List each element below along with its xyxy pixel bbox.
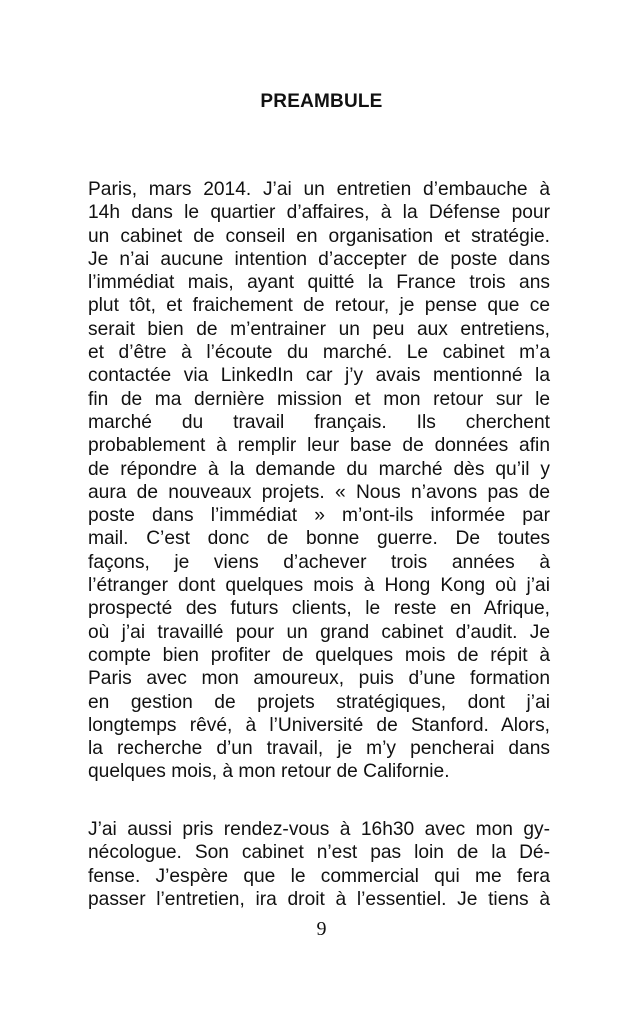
text-line: et d’être à l’écoute du marché. Le cabinet m’a <box>88 342 550 364</box>
text-line: un cabinet de conseil en organisation et stratégie. <box>88 225 550 247</box>
text-line: plut tôt, et fraichement de retour, je pense que ce <box>88 295 550 317</box>
text-line: l’immédiat mais, ayant quitté la France trois ans <box>88 272 550 294</box>
page-number: 9 <box>316 918 327 940</box>
text-line: passer l’entretien, ira droit à l’essentiel. Je tiens à <box>88 888 550 910</box>
text-line: Je n’ai aucune intention d’accepter de poste dans <box>88 248 550 270</box>
text-line: quelques mois, à mon retour de Californie. <box>88 761 450 783</box>
text-line: nécologue. Son cabinet n’est pas loin de la Dé- <box>88 842 550 864</box>
text-line: l’étranger dont quelques mois à Hong Kong où j’ai <box>88 575 550 597</box>
text-line: façons, je viens d’achever trois années à <box>88 551 550 573</box>
text-line: serait bien de m’entrainer un peu aux entretiens, <box>88 318 550 340</box>
text-line: probablement à remplir leur base de données afin <box>88 435 550 457</box>
paragraph-2 <box>88 818 550 911</box>
text-line: prospecté des futurs clients, le reste en Afrique, <box>88 598 550 620</box>
text-line: fense. J’espère que le commercial qui me fera <box>88 865 550 887</box>
text-line: la recherche d’un travail, je m’y pencherai dans <box>88 738 550 760</box>
paragraph-1 <box>88 178 550 784</box>
text-line: compte bien profiter de quelques mois de répit à <box>88 644 550 666</box>
text-line: où j’ai travaillé pour un grand cabinet d’audit. Je <box>88 621 550 643</box>
text-line: Paris, mars 2014. J’ai un entretien d’embauche à <box>88 179 550 200</box>
text-line: marché du travail français. Ils cherchent <box>88 411 550 433</box>
text-line: longtemps rêvé, à l’Université de Stanford. Alors, <box>88 714 550 736</box>
text-line: contactée via LinkedIn car j’y avais mentionné la <box>88 365 550 387</box>
text-line: fin de ma dernière mission et mon retour sur le <box>88 388 550 410</box>
text-line: en gestion de projets stratégiques, dont j’ai <box>88 691 550 713</box>
chapter-title: PREAMBULE <box>260 91 383 112</box>
text-line: de répondre à la demande du marché dès qu’il y <box>88 458 550 480</box>
text-line: J’ai aussi pris rendez-vous à 16h30 avec mon gy- <box>88 819 550 840</box>
text-line: aura de nouveaux projets. « Nous n’avons pas de <box>88 481 550 503</box>
text-line: Paris avec mon amoureux, puis d’une formation <box>88 668 550 690</box>
text-line: 14h dans le quartier d’affaires, à la Défense pour <box>88 202 550 224</box>
text-line: mail. C’est donc de bonne guerre. De toutes <box>88 528 550 550</box>
text-line: poste dans l’immédiat » m’ont-ils informée par <box>88 505 550 527</box>
